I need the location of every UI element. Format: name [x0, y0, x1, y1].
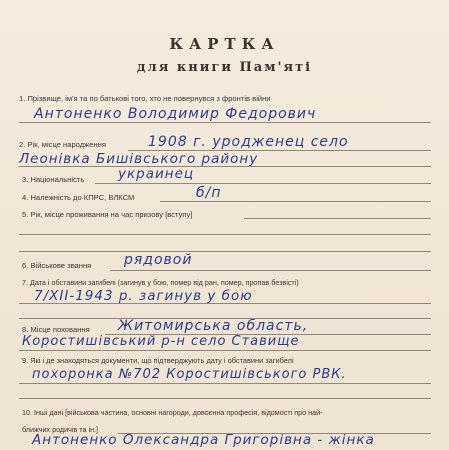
field-5-line1 [244, 218, 431, 219]
field-3-value: украинец [118, 166, 195, 182]
field-8-line2 [19, 350, 431, 351]
field-6-line [110, 270, 431, 271]
field-5-line2 [19, 234, 431, 235]
field-8-value-line2: Коростишівський р-н село Ставище [22, 334, 300, 349]
field-9-line2 [19, 398, 431, 399]
field-5-line3 [19, 251, 431, 252]
field-2-label: 2. Рік, місце народження [19, 140, 106, 149]
field-9-line1 [19, 383, 431, 384]
field-1-label: 1. Прізвище, ім'я та по батькові того, хто не повернувся з фронтів війни [19, 94, 271, 103]
card-title: КАРТКА [169, 35, 280, 53]
field-4-label: 4. Належність до КПРС, ВЛКСМ [22, 193, 135, 202]
field-2-value-line1: 1908 г. уродженец село [148, 134, 349, 150]
field-2-value-line2: Леонівка Бишівського району [19, 151, 259, 167]
field-3-line [95, 183, 431, 184]
card-subtitle: для книги Пам'яті [136, 60, 313, 75]
field-4-line [160, 201, 431, 202]
field-9-label: 9. Які і де знаходяться документи, що підтверджують дату і обставини загибелі [22, 356, 294, 365]
field-10-value: Антоненко Олександра Григорівна - жінка [32, 432, 375, 448]
field-7-label: 7. Дата і обставини загибелі (загинув у бою, помер від ран, помер, пропав безвісті) [22, 278, 299, 287]
field-5-label: 5. Рік, місце проживання на час призову [вступу] [22, 210, 193, 219]
field-1-line [19, 122, 431, 123]
field-1-value: Антоненко Володимир Федорович [34, 106, 317, 122]
field-4-value: б/п [196, 185, 222, 201]
field-10-label-line2: ближчих родичів та ін.] [22, 425, 99, 434]
field-8-value-line1: Житомирська область, [118, 318, 309, 334]
field-7-line1 [19, 303, 431, 304]
field-3-label: 3. Національність [22, 175, 85, 184]
field-8-label: 8. Місце поховання [22, 325, 90, 334]
field-10-line1 [118, 433, 431, 434]
field-2-line2 [19, 166, 431, 167]
field-9-value: похоронка №702 Коростишівського РВК. [32, 367, 347, 382]
field-6-label: 6. Військове звання [22, 261, 92, 270]
field-10-label-line1: 10. Інші дані [військова частина, основні нагороди, довоєнна професія, відомості про най- [22, 408, 323, 417]
field-6-value: рядовой [124, 252, 193, 268]
field-7-value: 7/XII-1943 р. загинув у бою [34, 288, 253, 304]
